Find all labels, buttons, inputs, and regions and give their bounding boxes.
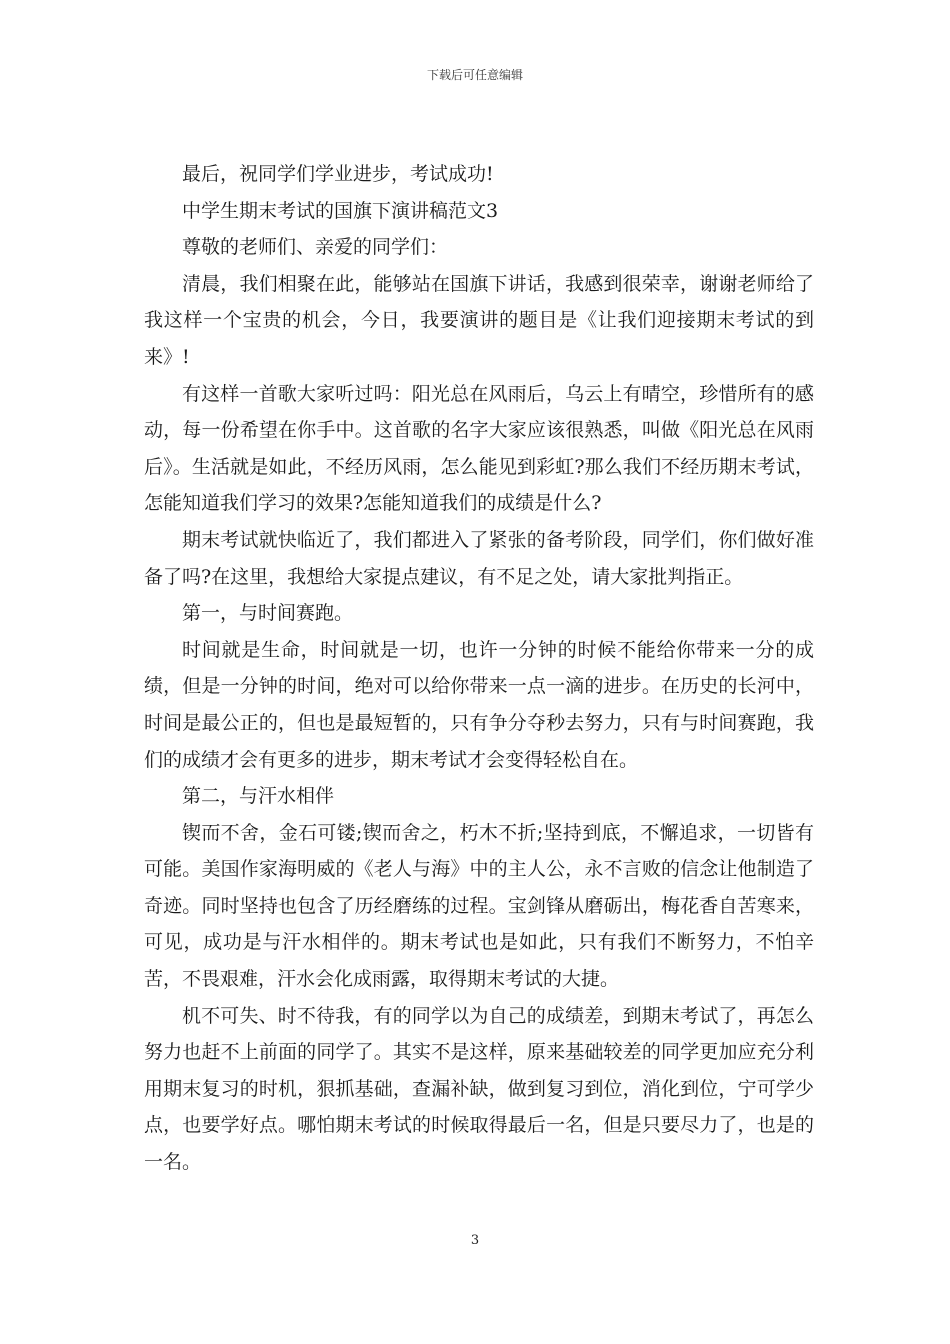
- subheading: 第二，与汗水相伴: [182, 785, 335, 808]
- paragraph: 时间就是生命，时间就是一切，也许一分钟的时候不能给你带来一分的成绩，但是一分钟的时间，绝对可以给你带来一点一滴的进步。在历史的长河中，时间是最公正的，但也是最短暂的，只有争分夺秒去努力，只有与时间赛跑，我们的成绩才会有更多的进步，期末考试才会变得轻松自在。: [144, 638, 814, 771]
- document-body: [144, 156, 814, 1181]
- page-number: 3: [470, 1233, 480, 1248]
- paragraph: 最后，祝同学们学业进步，考试成功!: [182, 163, 494, 185]
- paragraph: 锲而不舍，金石可镂;锲而舍之，朽木不折;坚持到底，不懈追求，一切皆有可能。美国作家海明威的《老人与海》中的主人公，永不言败的信念让他制造了奇迹。同时坚持也包含了历经磨练的过程。宝剑锋从磨砺出，梅花香自苦寒来，可见，成功是与汗水相伴的。期末考试也是如此，只有我们不断努力，不怕辛苦，不畏艰难，汗水会化成雨露，取得期末考试的大捷。: [144, 821, 814, 991]
- subheading: 第一，与时间赛跑。: [182, 602, 354, 625]
- salutation: 尊敬的老师们、亲爱的同学们：: [182, 236, 449, 259]
- paragraph: 有这样一首歌大家听过吗：阳光总在风雨后，乌云上有晴空，珍惜所有的感动，每一份希望在你手中。这首歌的名字大家应该很熟悉，叫做《阳光总在风雨后》。生活就是如此，不经历风雨，怎么能见到彩虹?那么我们不经历期末考试，怎能知道我们学习的效果?怎能知道我们的成绩是什么?: [144, 382, 814, 515]
- paragraph: 清晨，我们相聚在此，能够站在国旗下讲话，我感到很荣幸，谢谢老师给了我这样一个宝贵的机会，今日，我要演讲的题目是《让我们迎接期末考试的到来》!: [144, 272, 814, 368]
- section-title: 中学生期末考试的国旗下演讲稿范文3: [182, 199, 499, 222]
- paragraph: 期末考试就快临近了，我们都进入了紧张的备考阶段，同学们，你们做好准备了吗?在这里，我想给大家提点建议，有不足之处，请大家批判指正。: [144, 528, 814, 588]
- page-header-note: 下载后可任意编辑: [426, 68, 523, 82]
- paragraph: 机不可失、时不待我，有的同学以为自己的成绩差，到期末考试了，再怎么努力也赶不上前面的同学了。其实不是这样，原来基础较差的同学更加应充分利用期末复习的时机，狠抓基础，查漏补缺，做到复习到位，消化到位，宁可学少点，也要学好点。哪怕期末考试的时候取得最后一名，但是只要尽力了，也是的一名。: [144, 1004, 814, 1174]
